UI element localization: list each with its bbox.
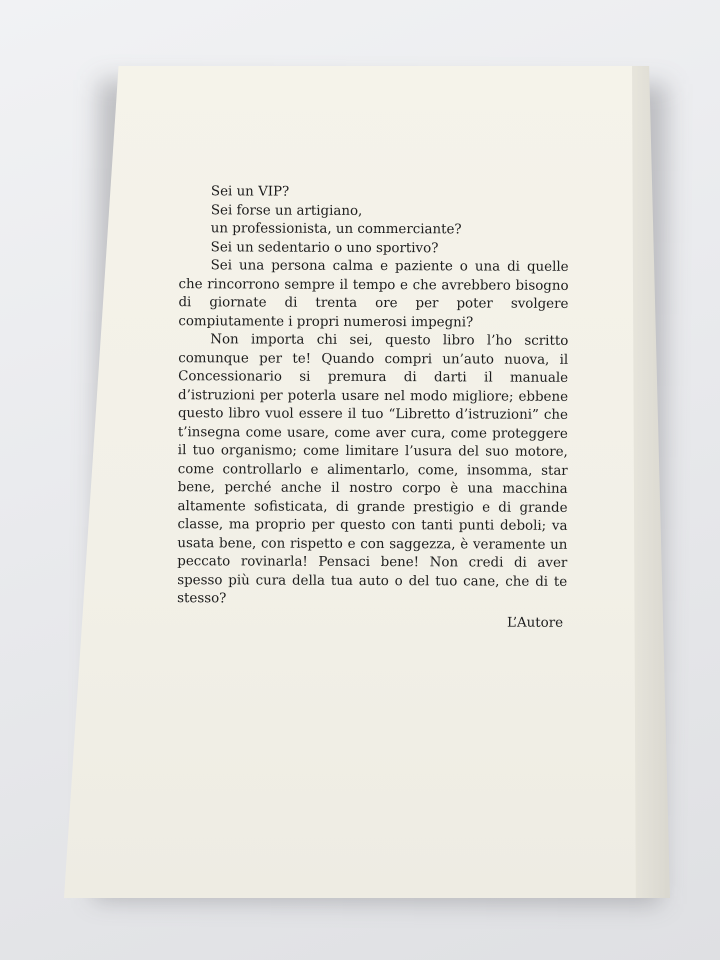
intro-line-4: Sei un sedentario o uno sportivo? [210, 239, 439, 256]
intro-line-3: un professionista, un commerciante? [210, 221, 462, 238]
cover-text [177, 183, 569, 633]
intro-line-1: Sei un VIP? [210, 184, 290, 200]
paragraph-2: Non importa chi sei, questo libro l’ho scritto comunque per te! Quando compri un’auto nuova, il Concessionario si premura di darti il manuale d’istruzioni per poterla usare nel modo migliore; ebbene questo libro vuol essere il tuo “Libretto d’istruzioni” che t’insegna come usare, come aver cura, come proteggere il tuo organismo; come limitare l’usura del suo motore, come controllarlo e alimentarlo, come, insomma, star bene, perché anche il nostro corpo è una macchina altamente sofisticata, di grande prestigio e di grande classe, ma proprio per questo con tanti punti deboli; va usata bene, con rispetto e con saggezza, è veramente un peccato rovinarla! Pensaci bene! Non credi di aver spesso più cura della tua auto o del tuo cane, che di te stesso? [177, 332, 569, 607]
author-signature: L’Autore [507, 615, 564, 631]
paragraph-1: Sei una persona calma e paziente o una di quelle che rincorrono sempre il tempo e che avrebbero bisogno di giornate di trenta ore per poter svolgere compiutamente i propri numerosi impegni? [178, 258, 569, 330]
intro-line-2: Sei forse un artigiano, [210, 202, 363, 219]
